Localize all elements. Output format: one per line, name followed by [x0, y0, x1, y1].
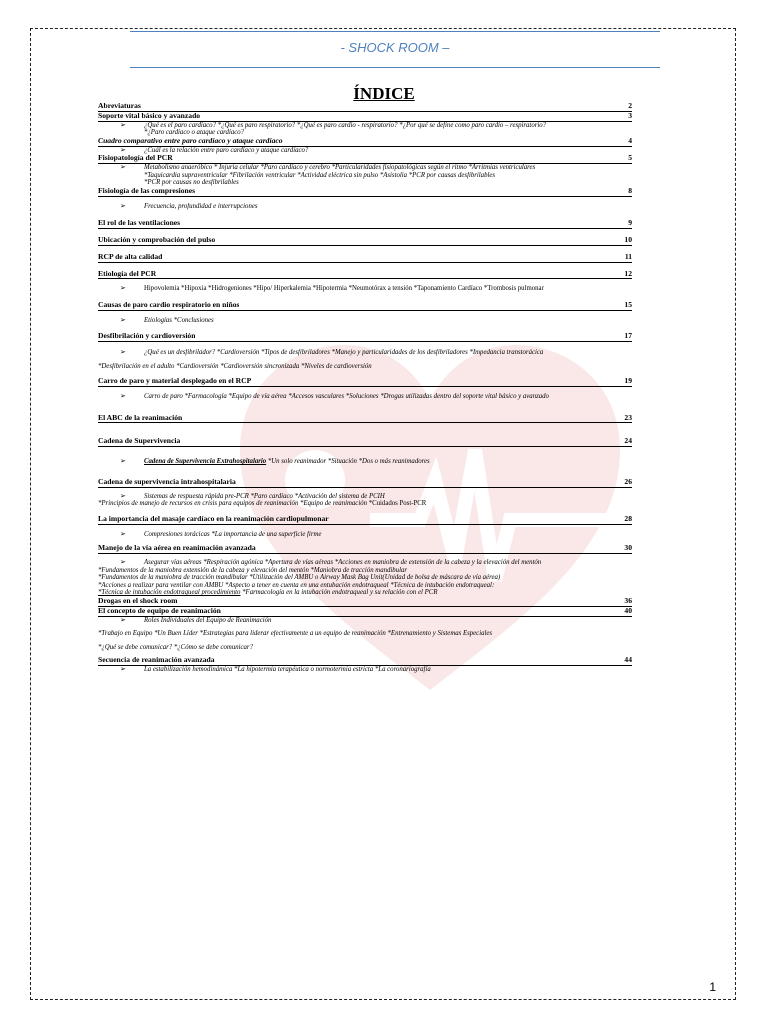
arrow-bullet-icon: ➢ [120, 492, 126, 500]
toc-subtopics: ➢ Sistemas de respuesta rápida pre-PCR *Paro cardíaco *Activación del sistema de PCIH [120, 492, 385, 500]
toc-subtopics: *Taquicardia supraventricular *Fibrilación ventricular *Actividad eléctrica sin pulso *Asistolia *PCR por causas desfibrilables [144, 171, 496, 179]
toc-subtopics: *Acciones a realizar para ventilar con AMBU *Aspecto a tener en cuenta en una entubación endotraqueal *Técnica de intubación endotraqueal: [98, 581, 495, 589]
arrow-bullet-icon: ➢ [120, 146, 126, 154]
toc-entry-title: Carro de paro y material desplegado en el RCP [98, 377, 252, 386]
toc-entry[interactable] [98, 112, 632, 122]
toc-entry[interactable] [98, 137, 632, 147]
toc-entry[interactable] [98, 187, 632, 197]
toc-entry-title: RCP de alta calidad [98, 252, 163, 261]
arrow-bullet-icon: ➢ [120, 530, 126, 538]
toc-entry[interactable] [98, 437, 632, 447]
toc-entry-title: Causas de paro cardio respiratorio en niños [98, 300, 240, 309]
arrow-bullet-icon: ➢ [120, 349, 126, 357]
toc-entry-title: Ubicación y comprobación del pulso [98, 235, 216, 244]
toc-subtopics: *Trabajo en Equipo *Un Buen Líder *Estrategias para liderar efectivamente a un equipo de reanimación *Entrenamiento y Sistemas Especiales [98, 630, 493, 638]
header-top-rule [130, 31, 660, 32]
toc-entry-title: Abreviaturas [98, 102, 141, 110]
toc-entry-title: La importancia del masaje cardíaco en la reanimación cardiopulmonar [98, 514, 329, 523]
arrow-bullet-icon: ➢ [120, 121, 126, 129]
arrow-bullet-icon: ➢ [120, 393, 126, 401]
toc-subtopics: ➢ ¿Qué es un desfibrilador? *Cardioversión *Tipos de desfibriladores *Manejo y particularidades de los desfibriladores *Impedancia transtorácica [120, 349, 544, 357]
toc-entry-title: Drogas en el shock room [98, 597, 178, 606]
toc-entry-page: 44 [624, 655, 632, 665]
toc-subtopics: *Desfibrilación en el adulto *Cardioversión *Cardioversión sincronizada *Niveles de cardioversión [98, 362, 372, 370]
toc-entry-title: Cadena de supervivencia intrahospitalaria [98, 477, 236, 486]
toc-entry[interactable] [98, 515, 632, 525]
toc-entry-page: 3 [628, 110, 632, 120]
toc-entry-page: 5 [628, 153, 632, 163]
toc-subtopics: ➢ ¿Cuál es la relación entre paro cardíaco y ataque cardíaco? [120, 146, 309, 154]
arrow-bullet-icon: ➢ [120, 616, 126, 624]
toc-entry-page: 10 [624, 234, 632, 244]
toc-subtopics: ➢ ¿Qué es el paro cardíaco? *¿Qué es paro respiratorio? *¿Qué es paro cardio - respiratorio? *¿Por qué se define como paro cardio – respiratorio? [120, 121, 547, 129]
toc-entry-title: Manejo de la vía aérea en reanimación avanzada [98, 544, 256, 553]
toc-subtopics: ➢ Cadena de Supervivencia Extrahospitalario *Un solo reanimador *Situación *Dos o más reanimadores [120, 458, 430, 466]
toc-subtopics: ➢ Frecuencia, profundidad e interrupciones [120, 202, 258, 210]
toc-entry[interactable] [98, 270, 632, 280]
toc-entry-title: El concepto de equipo de reanimación [98, 606, 221, 615]
toc-subtopics: ➢ Compresiones torácicas *La importancia de una superficie firme [120, 530, 322, 538]
toc-subtopics: ➢ Roles Individuales del Equipo de Reanimación [120, 616, 272, 624]
toc-entry-page: 2 [628, 101, 632, 110]
toc-entry[interactable] [98, 219, 632, 229]
header-bottom-rule [130, 67, 660, 68]
toc-subtopics: *Fundamentos de la maniobra extensión de la cabeza y elevación del mentón *Maniobra de tracción mandibular [98, 566, 408, 574]
toc-subtopics: *Principios de manejo de recursos en crisis para equipos de reanimación *Equipo de reanimación *Cuidados Post-PCR [98, 500, 427, 508]
toc-entry[interactable] [98, 607, 632, 617]
toc-entry[interactable] [98, 597, 632, 607]
toc-entry-title: Fisiología de las compresiones [98, 186, 196, 195]
arrow-bullet-icon: ➢ [120, 285, 126, 293]
toc-entry[interactable] [98, 332, 632, 342]
toc-subtopics: ➢ Asegurar vías aéreas *Respiración agónica *Apertura de vías aéreas *Acciones en maniobra de extensión de la cabeza y la elevación del mentón [120, 559, 542, 567]
arrow-bullet-icon: ➢ [120, 458, 126, 466]
toc-entry-page: 4 [628, 135, 632, 145]
arrow-bullet-icon: ➢ [120, 163, 126, 171]
table-of-contents [98, 100, 632, 674]
toc-entry-page: 19 [624, 376, 632, 386]
toc-entry[interactable] [98, 377, 632, 387]
toc-entry-page: 36 [624, 596, 632, 606]
toc-subtopics: ➢ Carro de paro *Farmacología *Equipo de vía aérea *Accesos vasculares *Soluciones *Drogas utilizadas dentro del soporte vital básico y avanzado [120, 393, 549, 401]
toc-entry[interactable] [98, 478, 632, 488]
toc-entry-page: 23 [624, 412, 632, 422]
toc-entry-page: 15 [624, 299, 632, 309]
toc-entry-page: 28 [624, 513, 632, 523]
toc-entry-page: 12 [624, 268, 632, 278]
toc-entry-title: Cuadro comparativo entre paro cardíaco y ataque cardíaco [98, 136, 283, 145]
toc-entry[interactable] [98, 301, 632, 311]
toc-entry-page: 17 [624, 331, 632, 341]
toc-entry-title: Soporte vital básico y avanzado [98, 111, 201, 120]
toc-entry[interactable] [98, 102, 632, 112]
toc-subtopics: ➢ Metabolismo anaeróbico * Injuria celular *Paro cardíaco y cerebro *Particularidades fisiopatológicas según el ritmo *Arritmias ventriculares [120, 163, 536, 171]
toc-entry[interactable] [98, 154, 632, 164]
toc-entry[interactable] [98, 414, 632, 424]
toc-entry[interactable] [98, 236, 632, 246]
toc-subtopics: ➢ Etiologías *Conclusiones [120, 316, 214, 324]
header-title: - SHOCK ROOM – [340, 40, 450, 55]
toc-subtopics: ➢ La estabilización hemodinámica *La hipotermia terapéutica o normotermia estricta *La coronariografía [120, 666, 431, 674]
arrow-bullet-icon: ➢ [120, 666, 126, 674]
toc-entry[interactable] [98, 253, 632, 263]
toc-entry-title: El ABC de la reanimación [98, 413, 183, 422]
toc-entry-title: El rol de las ventilaciones [98, 219, 181, 228]
toc-entry-page: 11 [624, 251, 632, 261]
toc-entry-page: 40 [624, 605, 632, 615]
arrow-bullet-icon: ➢ [120, 316, 126, 324]
toc-subtopics: *Técnica de intubación endotraqueal procedimiento *Farmacología en la intubación endotraqueal y su relación con el PCR [98, 589, 438, 597]
toc-entry[interactable] [98, 656, 632, 666]
toc-subtopics: ➢ Hipovolemia *Hipoxia *Hidrogeniones *Hipo/ Hiperkalemia *Hipotermia *Neumotórax a tensión *Taponamiento Cardíaco *Trombosis pulmonar [120, 285, 544, 293]
toc-subtopics: *¿Paro cardíaco o ataque cardíaco? [144, 129, 245, 137]
toc-subtopics: *¿Qué se debe comunicar? *¿Cómo se debe comunicar? [98, 643, 253, 651]
toc-entry-title: Secuencia de reanimación avanzada [98, 656, 215, 665]
page-number: 1 [709, 980, 716, 994]
toc-entry-title: Cadena de Supervivencia [98, 437, 181, 446]
toc-entry-page: 9 [628, 218, 632, 228]
toc-entry-title: Fisiopatología del PCR [98, 154, 173, 163]
toc-subtopics: *Fundamentos de la maniobra de tracción mandibular *Utilización del AMBU o Airway Mask Bag Unit(Unidad de bolsa de máscara de vía aérea) [98, 574, 501, 582]
arrow-bullet-icon: ➢ [120, 559, 126, 567]
toc-entry-page: 24 [624, 436, 632, 446]
toc-subtopics: *PCR por causas no desfibrilables [144, 179, 239, 187]
toc-entry-page: 26 [624, 476, 632, 486]
arrow-bullet-icon: ➢ [120, 202, 126, 210]
toc-entry-page: 30 [624, 543, 632, 553]
toc-entry-page: 8 [628, 185, 632, 195]
toc-title: ÍNDICE [353, 84, 415, 103]
toc-entry-title: Desfibrilación y cardioversión [98, 332, 196, 341]
toc-entry[interactable] [98, 544, 632, 554]
toc-entry-title: Etiología del PCR [98, 269, 157, 278]
